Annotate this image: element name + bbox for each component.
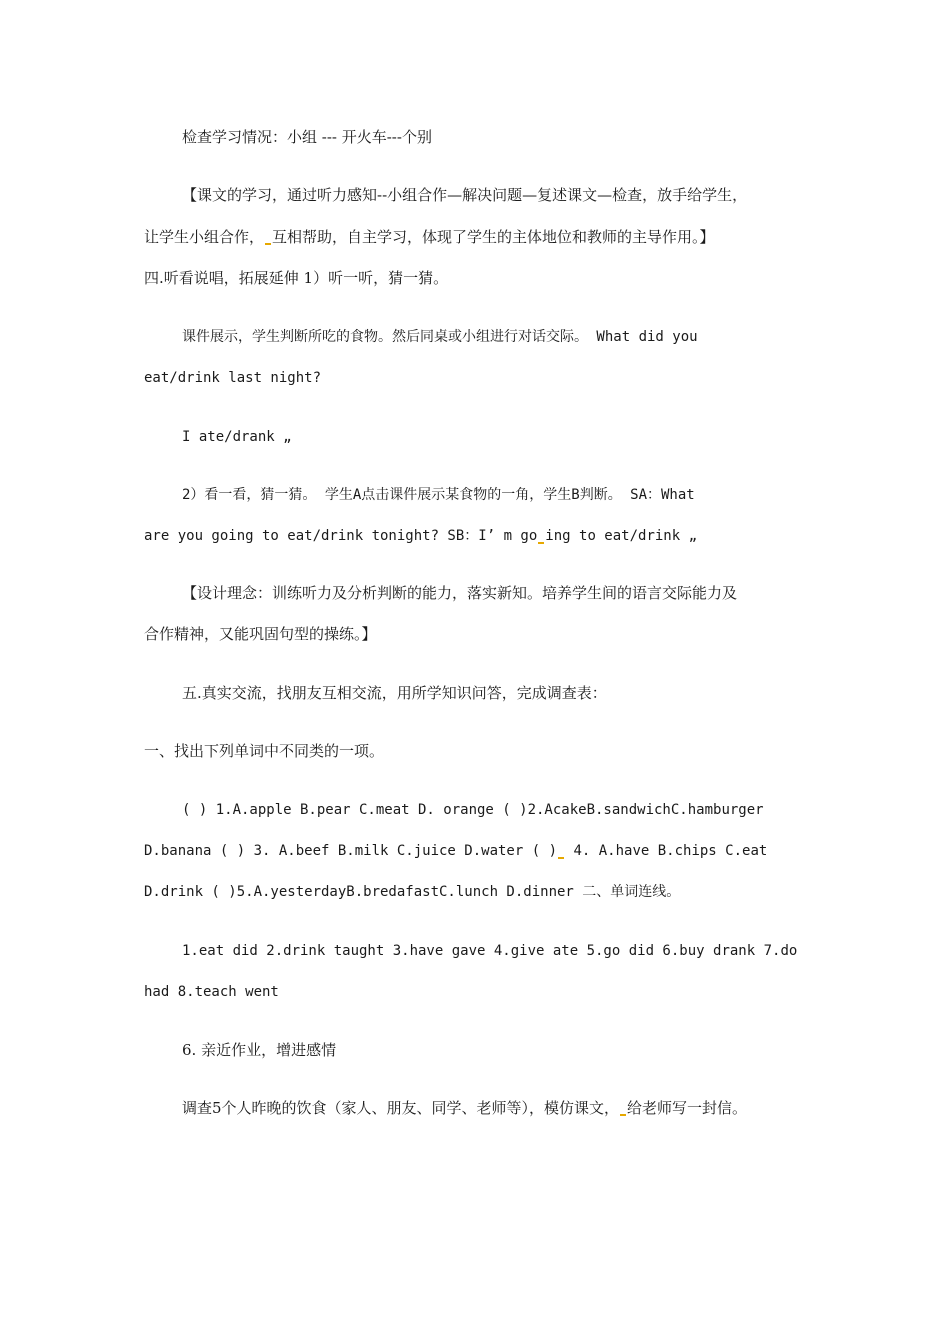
text-segment: 调查5个人昨晚的饮食（家人、朋友、同学、老师等），模仿课文， — [182, 1099, 620, 1117]
text-segment: 让学生小组合作， — [144, 228, 265, 246]
text-line: 五.真实交流，找朋友互相交流，用所学知识问答，完成调查表： — [182, 684, 607, 702]
text-line — [144, 227, 715, 247]
text-segment: D.banana ( ) 3. A.beef B.milk C.juice D.water ( ) — [144, 843, 558, 859]
text-line: ( ) 1.A.apple B.pear C.meat D. orange ( )2.AcakeB.sandwichC.hamburger — [182, 802, 764, 818]
text-line: 检查学习情况：小组 --- 开火车---个别 — [182, 128, 432, 146]
edit-mark — [538, 542, 544, 544]
text-line: D.drink ( )5.A.yesterdayB.bredafastC.lunch D.dinner 二、单词连线。 — [144, 884, 681, 900]
text-segment: ing to eat/drink „ — [545, 528, 698, 544]
text-line: 6. 亲近作业，增进感情 — [182, 1041, 337, 1059]
edit-mark — [265, 243, 271, 245]
text-line: 【课文的学习，通过听力感知--小组合作—解决问题—复述课文—检查，放手给学生， — [182, 186, 748, 204]
text-line: 【设计理念：训练听力及分析判断的能力，落实新知。培养学生间的语言交际能力及 — [182, 584, 738, 602]
edit-mark — [620, 1114, 626, 1116]
text-segment: 互相帮助，自主学习，体现了学生的主体地位和教师的主导作用。】 — [272, 228, 715, 246]
text-line: 1.eat did 2.drink taught 3.have gave 4.give ate 5.go did 6.buy drank 7.do — [182, 943, 798, 959]
text-line: 课件展示，学生判断所吃的食物。然后同桌或小组进行对话交际。 What did you — [182, 329, 698, 345]
text-line: had 8.teach went — [144, 984, 279, 1000]
text-line: 合作精神，又能巩固句型的操练。】 — [144, 625, 377, 643]
text-line — [144, 841, 767, 861]
text-line: I ate/drank „ — [182, 429, 292, 445]
text-line: eat/drink last night? — [144, 370, 322, 386]
text-line: 一、找出下列单词中不同类的一项。 — [144, 742, 385, 760]
text-line: 2）看一看，猜一猜。 学生A点击课件展示某食物的一角，学生B判断。 SA：What — [182, 487, 695, 503]
text-segment: are you going to eat/drink tonight? SB：I’ m go — [144, 528, 538, 544]
text-line: 四.听看说唱，拓展延伸 1）听一听，猜一猜。 — [144, 269, 449, 287]
text-line — [182, 1098, 747, 1118]
text-segment: 给老师写一封信。 — [627, 1099, 748, 1117]
text-segment: 4. A.have B.chips C.eat — [565, 843, 768, 859]
text-line — [144, 526, 697, 546]
edit-mark — [558, 857, 564, 859]
